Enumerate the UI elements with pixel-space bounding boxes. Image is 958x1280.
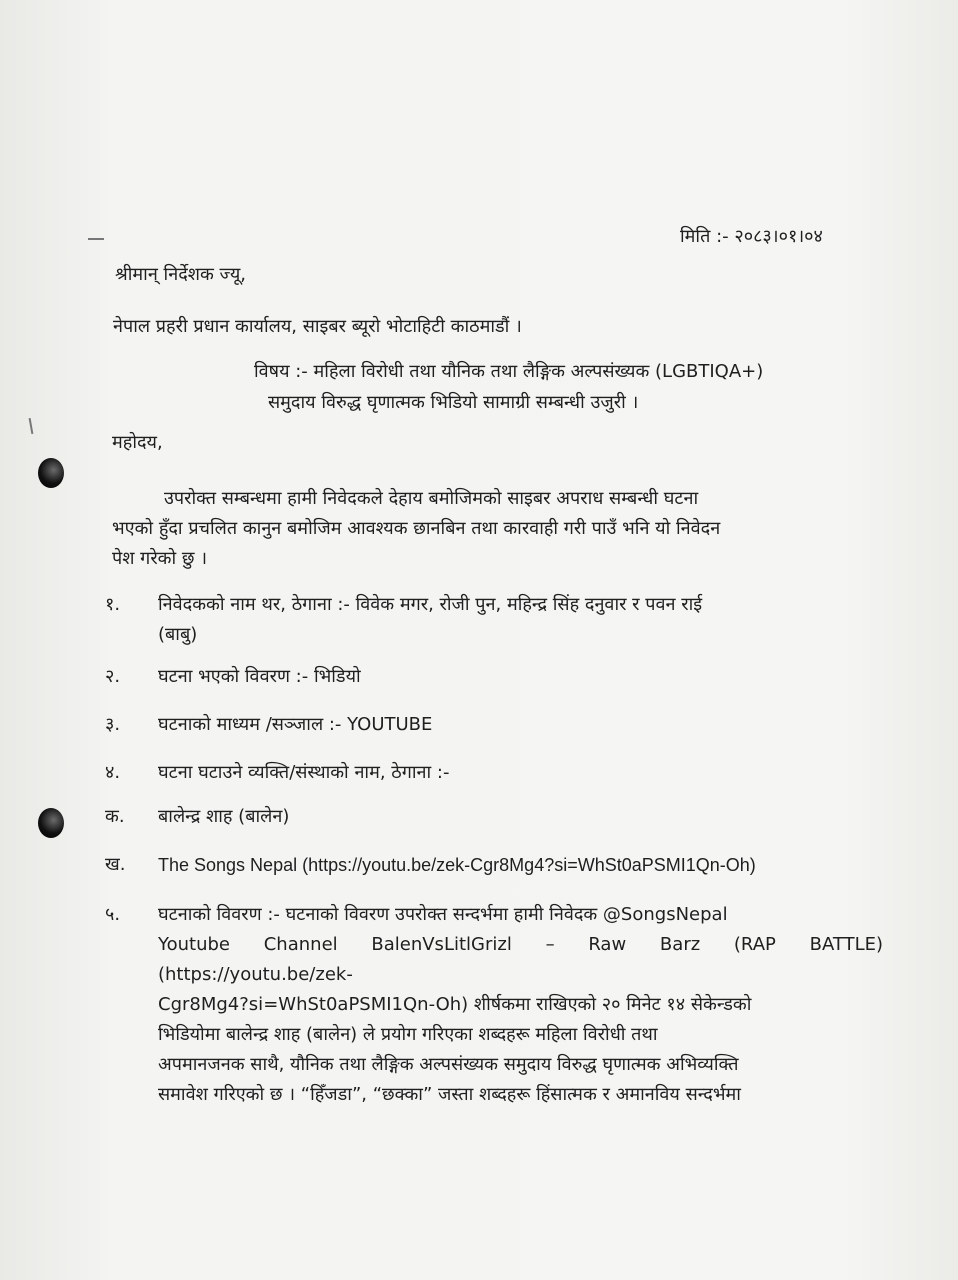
item-number: ५.	[105, 904, 121, 925]
recipient-office: नेपाल प्रहरी प्रधान कार्यालय, साइबर ब्यूरो भोटाहिटी काठमाडौं ।	[113, 316, 522, 337]
item-line: बालेन्द्र शाह (बालेन)	[158, 806, 290, 827]
item-line: निवेदकको नाम थर, ठेगाना :- विवेक मगर, रोजी पुन, महिन्द्र सिंह दनुवार र पवन राई	[158, 594, 703, 615]
stray-mark	[29, 418, 34, 434]
salutation: श्रीमान् निर्देशक ज्यू,	[115, 264, 246, 285]
item-number: क.	[105, 806, 125, 827]
subject-line-1: विषय :- महिला विरोधी तथा यौनिक तथा लैङ्गिक अल्पसंख्यक (LGBTIQA+)	[254, 361, 764, 382]
item-line: Youtube Channel BalenVsLitlGrizl – Raw Barz (RAP BATTLE) (https://youtu.be/zek-	[158, 934, 883, 985]
item-text	[158, 662, 883, 692]
item-text	[158, 590, 883, 650]
item-number: ख.	[105, 854, 126, 875]
item-number: २.	[105, 666, 121, 687]
item-text	[158, 710, 883, 740]
letter-date: मिति :- २०८३।०१।०४	[680, 226, 823, 247]
item-line: The Songs Nepal (https://youtu.be/zek-Cgr8Mg4?si=WhSt0aPSMI1Qn-Oh)	[158, 855, 756, 875]
subject-line-2: समुदाय विरुद्ध घृणात्मक भिडियो सामाग्री सम्बन्धी उजुरी ।	[268, 392, 639, 413]
item-line: Cgr8Mg4?si=WhSt0aPSMI1Qn-Oh) शीर्षकमा राखिएको २० मिनेट १४ सेकेन्डको	[158, 994, 752, 1015]
punch-hole	[38, 458, 64, 488]
item-line: घटनाको माध्यम /सञ्जाल :- YOUTUBE	[158, 714, 433, 735]
item-line: भिडियोमा बालेन्द्र शाह (बालेन) ले प्रयोग गरिएका शब्दहरू महिला विरोधी तथा	[158, 1024, 658, 1045]
item-number: ४.	[105, 762, 121, 783]
intro-paragraph	[112, 484, 887, 574]
paragraph-line: पेश गरेको छु ।	[112, 548, 208, 569]
item-line: अपमानजनक साथै, यौनिक तथा लैङ्गिक अल्पसंख्यक समुदाय विरुद्ध घृणात्मक अभिव्यक्ति	[158, 1054, 739, 1075]
item-text	[158, 802, 883, 832]
item-text	[158, 850, 883, 880]
paragraph-line: भएको हुँदा प्रचलित कानुन बमोजिम आवश्यक छानबिन तथा कारवाही गरी पाउँ भनि यो निवेदन	[112, 518, 721, 539]
item-line: घटनाको विवरण :- घटनाको विवरण उपरोक्त सन्दर्भमा हामी निवेदक @SongsNepal	[158, 904, 728, 925]
punch-hole	[38, 808, 64, 838]
item-line: (बाबु)	[158, 624, 198, 645]
paragraph-line: उपरोक्त सम्बन्धमा हामी निवेदकले देहाय बमोजिमको साइबर अपराध सम्बन्धी घटना	[164, 488, 699, 509]
item-text	[158, 900, 883, 1110]
item-line: घटना भएको विवरण :- भिडियो	[158, 666, 361, 687]
item-line: घटना घटाउने व्यक्ति/संस्थाको नाम, ठेगाना :-	[158, 762, 450, 783]
stray-mark	[88, 238, 104, 240]
item-number: १.	[105, 594, 121, 615]
item-text	[158, 758, 883, 788]
item-line: समावेश गरिएको छ । “हिँजडा”, “छक्का” जस्ता शब्दहरू हिंसात्मक र अमानविय सन्दर्भमा	[158, 1084, 741, 1105]
greeting: महोदय,	[112, 432, 163, 453]
item-number: ३.	[105, 714, 121, 735]
